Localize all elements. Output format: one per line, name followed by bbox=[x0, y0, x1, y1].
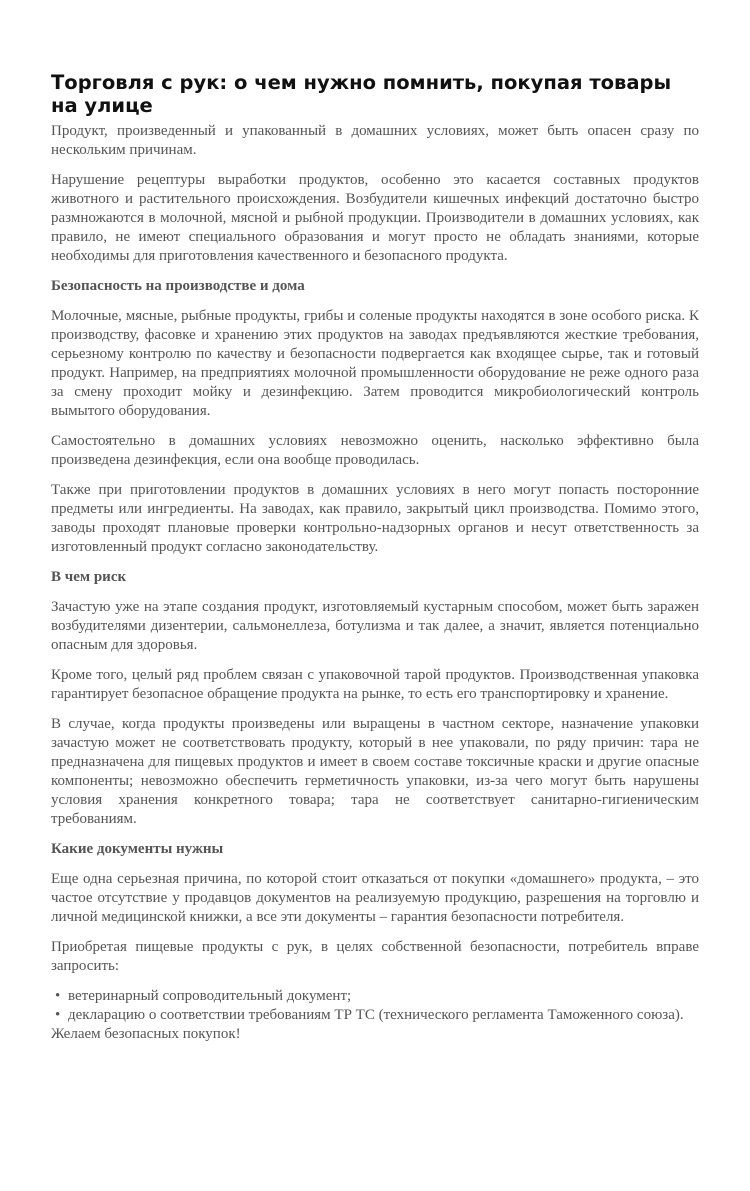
documents-list bbox=[51, 987, 699, 1025]
paragraph: Молочные, мясные, рыбные продукты, грибы и соленые продукты находятся в зоне особого риска. К производству, фасовке и хранению этих продуктов на заводах предъявляются жесткие требования, серьезному контролю по качеству и безопасности подвергается как входящее сырье, так и готовый продукт. Например, на предприятиях молочной промышленности оборудование не реже одного раза за смену проходит мойку и дезинфекцию. Затем проводится микробиологический контроль вымытого оборудования. bbox=[51, 308, 699, 419]
closing-line: Желаем безопасных покупок! bbox=[51, 1026, 241, 1042]
paragraph: Самостоятельно в домашних условиях невозможно оценить, насколько эффективно была произведена дезинфекция, если она вообще проводилась. bbox=[51, 433, 699, 468]
section-heading: В чем риск bbox=[51, 569, 127, 585]
article-title: Торговля с рук: о чем нужно помнить, покупая товары на улице bbox=[51, 71, 672, 117]
bullet-icon: • bbox=[55, 988, 61, 1004]
list-item bbox=[51, 987, 699, 1006]
list-item bbox=[51, 1006, 699, 1025]
paragraph: Зачастую уже на этапе создания продукт, изготовляемый кустарным способом, может быть заражен возбудителями дизентерии, сальмонеллеза, ботулизма и так далее, а значит, является потенциально опасным для здоровья. bbox=[51, 599, 699, 653]
list-item-text: ветеринарный сопроводительный документ; bbox=[68, 988, 352, 1004]
paragraph: В случае, когда продукты произведены или выращены в частном секторе, назначение упаковки зачастую может не соответствовать продукту, который в нее упаковали, по ряду причин: тара не предназначена для пищевых продуктов и имеет в своем составе токсичные краски и другие опасные компоненты; невозможно обеспечить герметичность упаковки, из-за чего могут быть нарушены условия хранения конкретного товара; тара не соответствует санитарно-гигиеническим требованиям. bbox=[51, 716, 699, 827]
paragraph: Нарушение рецептуры выработки продуктов, особенно это касается составных продуктов животного и растительного происхождения. Возбудители кишечных инфекций достаточно быстро размножаются в молочной, мясной и рыбной продукции. Производители в домашних условиях, как правило, не имеют специального образования и могут просто не обладать знаниями, которые необходимы для приготовления качественного и безопасного продукта. bbox=[51, 172, 699, 264]
list-item-text: декларацию о соответствии требованиям ТР ТС (технического регламента Таможенного союза). bbox=[68, 1007, 684, 1023]
section-heading: Безопасность на производстве и дома bbox=[51, 278, 305, 294]
section-heading: Какие документы нужны bbox=[51, 841, 224, 857]
paragraph: Также при приготовлении продуктов в домашних условиях в него могут попасть посторонние предметы или ингредиенты. На заводах, как правило, закрытый цикл производства. Помимо этого, заводы проходят плановые проверки контрольно-надзорных органов и несут ответственность за изготовленный продукт согласно законодательству. bbox=[51, 482, 699, 555]
paragraph: Продукт, произведенный и упакованный в домашних условиях, может быть опасен сразу по нескольким причинам. bbox=[51, 123, 699, 158]
paragraph: Кроме того, целый ряд проблем связан с упаковочной тарой продуктов. Производственная упаковка гарантирует безопасное обращение продукта на рынке, то есть его транспортировку и хранение. bbox=[51, 667, 699, 702]
bullet-icon: • bbox=[55, 1007, 61, 1023]
paragraph: Приобретая пищевые продукты с рук, в целях собственной безопасности, потребитель вправе запросить: bbox=[51, 939, 699, 974]
paragraph: Еще одна серьезная причина, по которой стоит отказаться от покупки «домашнего» продукта, – это частое отсутствие у продавцов документов на реализуемую продукцию, разрешения на торговлю и личной медицинской книжки, а все эти документы – гарантия безопасности потребителя. bbox=[51, 871, 699, 925]
